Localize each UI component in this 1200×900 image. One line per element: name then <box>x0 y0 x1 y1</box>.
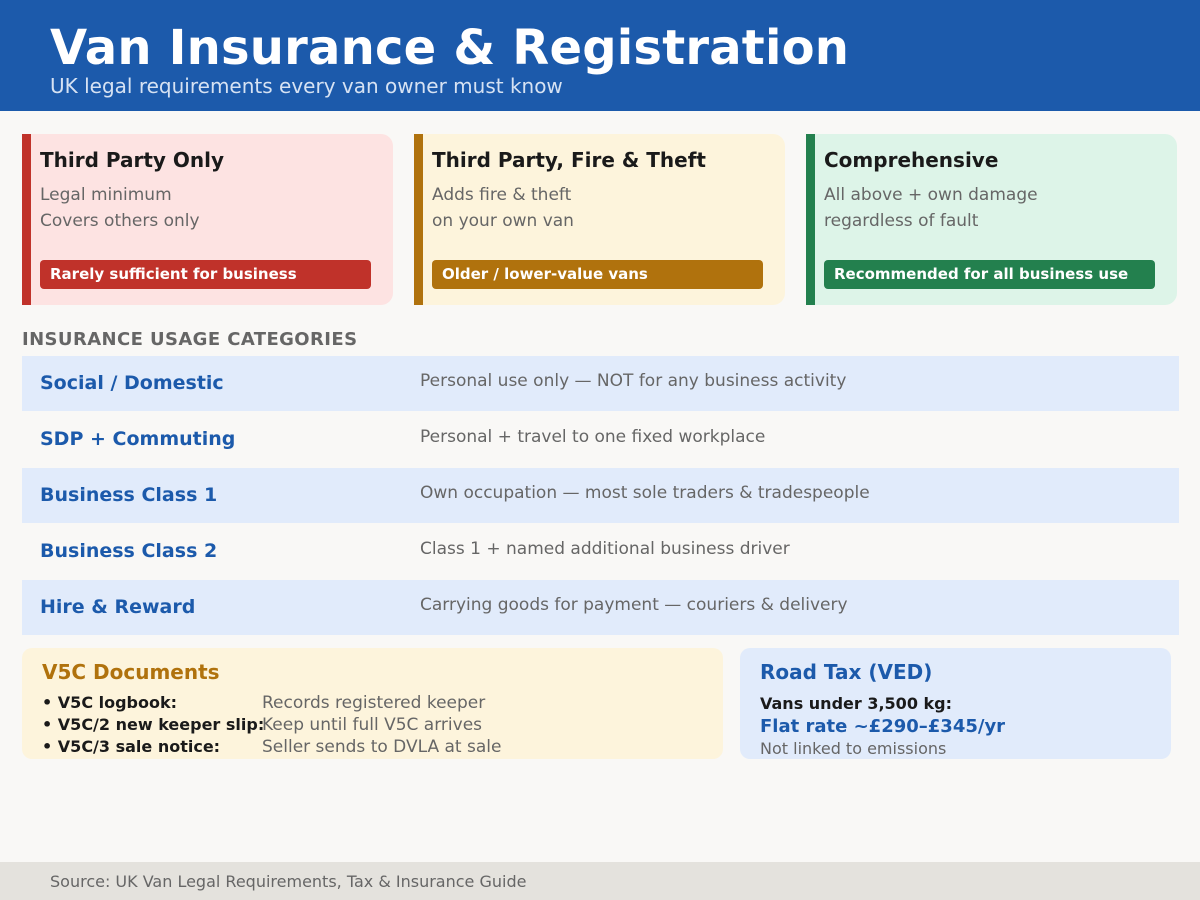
road-tax-box <box>740 648 1171 759</box>
cover-card-comprehensive <box>806 134 1177 305</box>
card-title: Comprehensive <box>824 148 999 172</box>
card-badge: Older / lower-value vans <box>432 260 763 289</box>
v5c-item <box>42 714 722 736</box>
usage-desc: Personal + travel to one fixed workplace <box>420 427 766 447</box>
card-badge: Rarely sufficient for business <box>40 260 371 289</box>
v5c-item-label: • V5C logbook: <box>42 693 178 712</box>
v5c-item-value: Seller sends to DVLA at sale <box>262 737 502 757</box>
cover-card-tpft <box>414 134 785 305</box>
usage-name: Social / Domestic <box>40 372 224 394</box>
footer <box>0 862 1200 900</box>
page-title: Van Insurance & Registration <box>50 20 850 76</box>
v5c-item-value: Keep until full V5C arrives <box>262 715 483 735</box>
usage-desc: Class 1 + named additional business driver <box>420 539 790 559</box>
usage-desc: Carrying goods for payment — couriers & delivery <box>420 595 848 615</box>
usage-name: Business Class 2 <box>40 540 218 562</box>
card-badge: Recommended for all business use <box>824 260 1155 289</box>
v5c-item-label: • V5C/3 sale notice: <box>42 737 221 756</box>
v5c-item <box>42 692 722 714</box>
source-note: Source: UK Van Legal Requirements, Tax & Insurance Guide <box>50 872 527 891</box>
road-tax-title: Road Tax (VED) <box>760 660 933 684</box>
usage-row <box>22 356 1179 411</box>
usage-row <box>22 412 1179 467</box>
usage-section-heading: INSURANCE USAGE CATEGORIES <box>22 329 358 350</box>
usage-row <box>22 524 1179 579</box>
usage-desc: Personal use only — NOT for any business activity <box>420 371 847 391</box>
card-accent-bar <box>22 134 31 305</box>
usage-name: SDP + Commuting <box>40 428 236 450</box>
usage-row <box>22 468 1179 523</box>
road-tax-weight-note: Vans under 3,500 kg: <box>760 694 953 713</box>
cover-card-third-party <box>22 134 393 305</box>
card-line: on your own van <box>432 211 574 231</box>
card-line: All above + own damage <box>824 185 1038 205</box>
v5c-title: V5C Documents <box>42 660 220 684</box>
card-accent-bar <box>414 134 423 305</box>
v5c-item-label: • V5C/2 new keeper slip: <box>42 715 265 734</box>
page-subtitle: UK legal requirements every van owner must know <box>50 74 563 98</box>
road-tax-emissions-note: Not linked to emissions <box>760 739 947 758</box>
card-line: Legal minimum <box>40 185 172 205</box>
card-title: Third Party, Fire & Theft <box>432 148 706 172</box>
card-line: Covers others only <box>40 211 200 231</box>
card-title: Third Party Only <box>40 148 225 172</box>
v5c-documents-box <box>22 648 723 759</box>
card-accent-bar <box>806 134 815 305</box>
road-tax-rate: Flat rate ~£290–£345/yr <box>760 716 1006 737</box>
usage-row <box>22 580 1179 635</box>
usage-name: Business Class 1 <box>40 484 218 506</box>
card-line: regardless of fault <box>824 211 979 231</box>
usage-name: Hire & Reward <box>40 596 196 618</box>
card-line: Adds fire & theft <box>432 185 572 205</box>
v5c-item-value: Records registered keeper <box>262 693 486 713</box>
usage-desc: Own occupation — most sole traders & tradespeople <box>420 483 870 503</box>
v5c-item <box>42 736 722 758</box>
header-banner <box>0 0 1200 111</box>
